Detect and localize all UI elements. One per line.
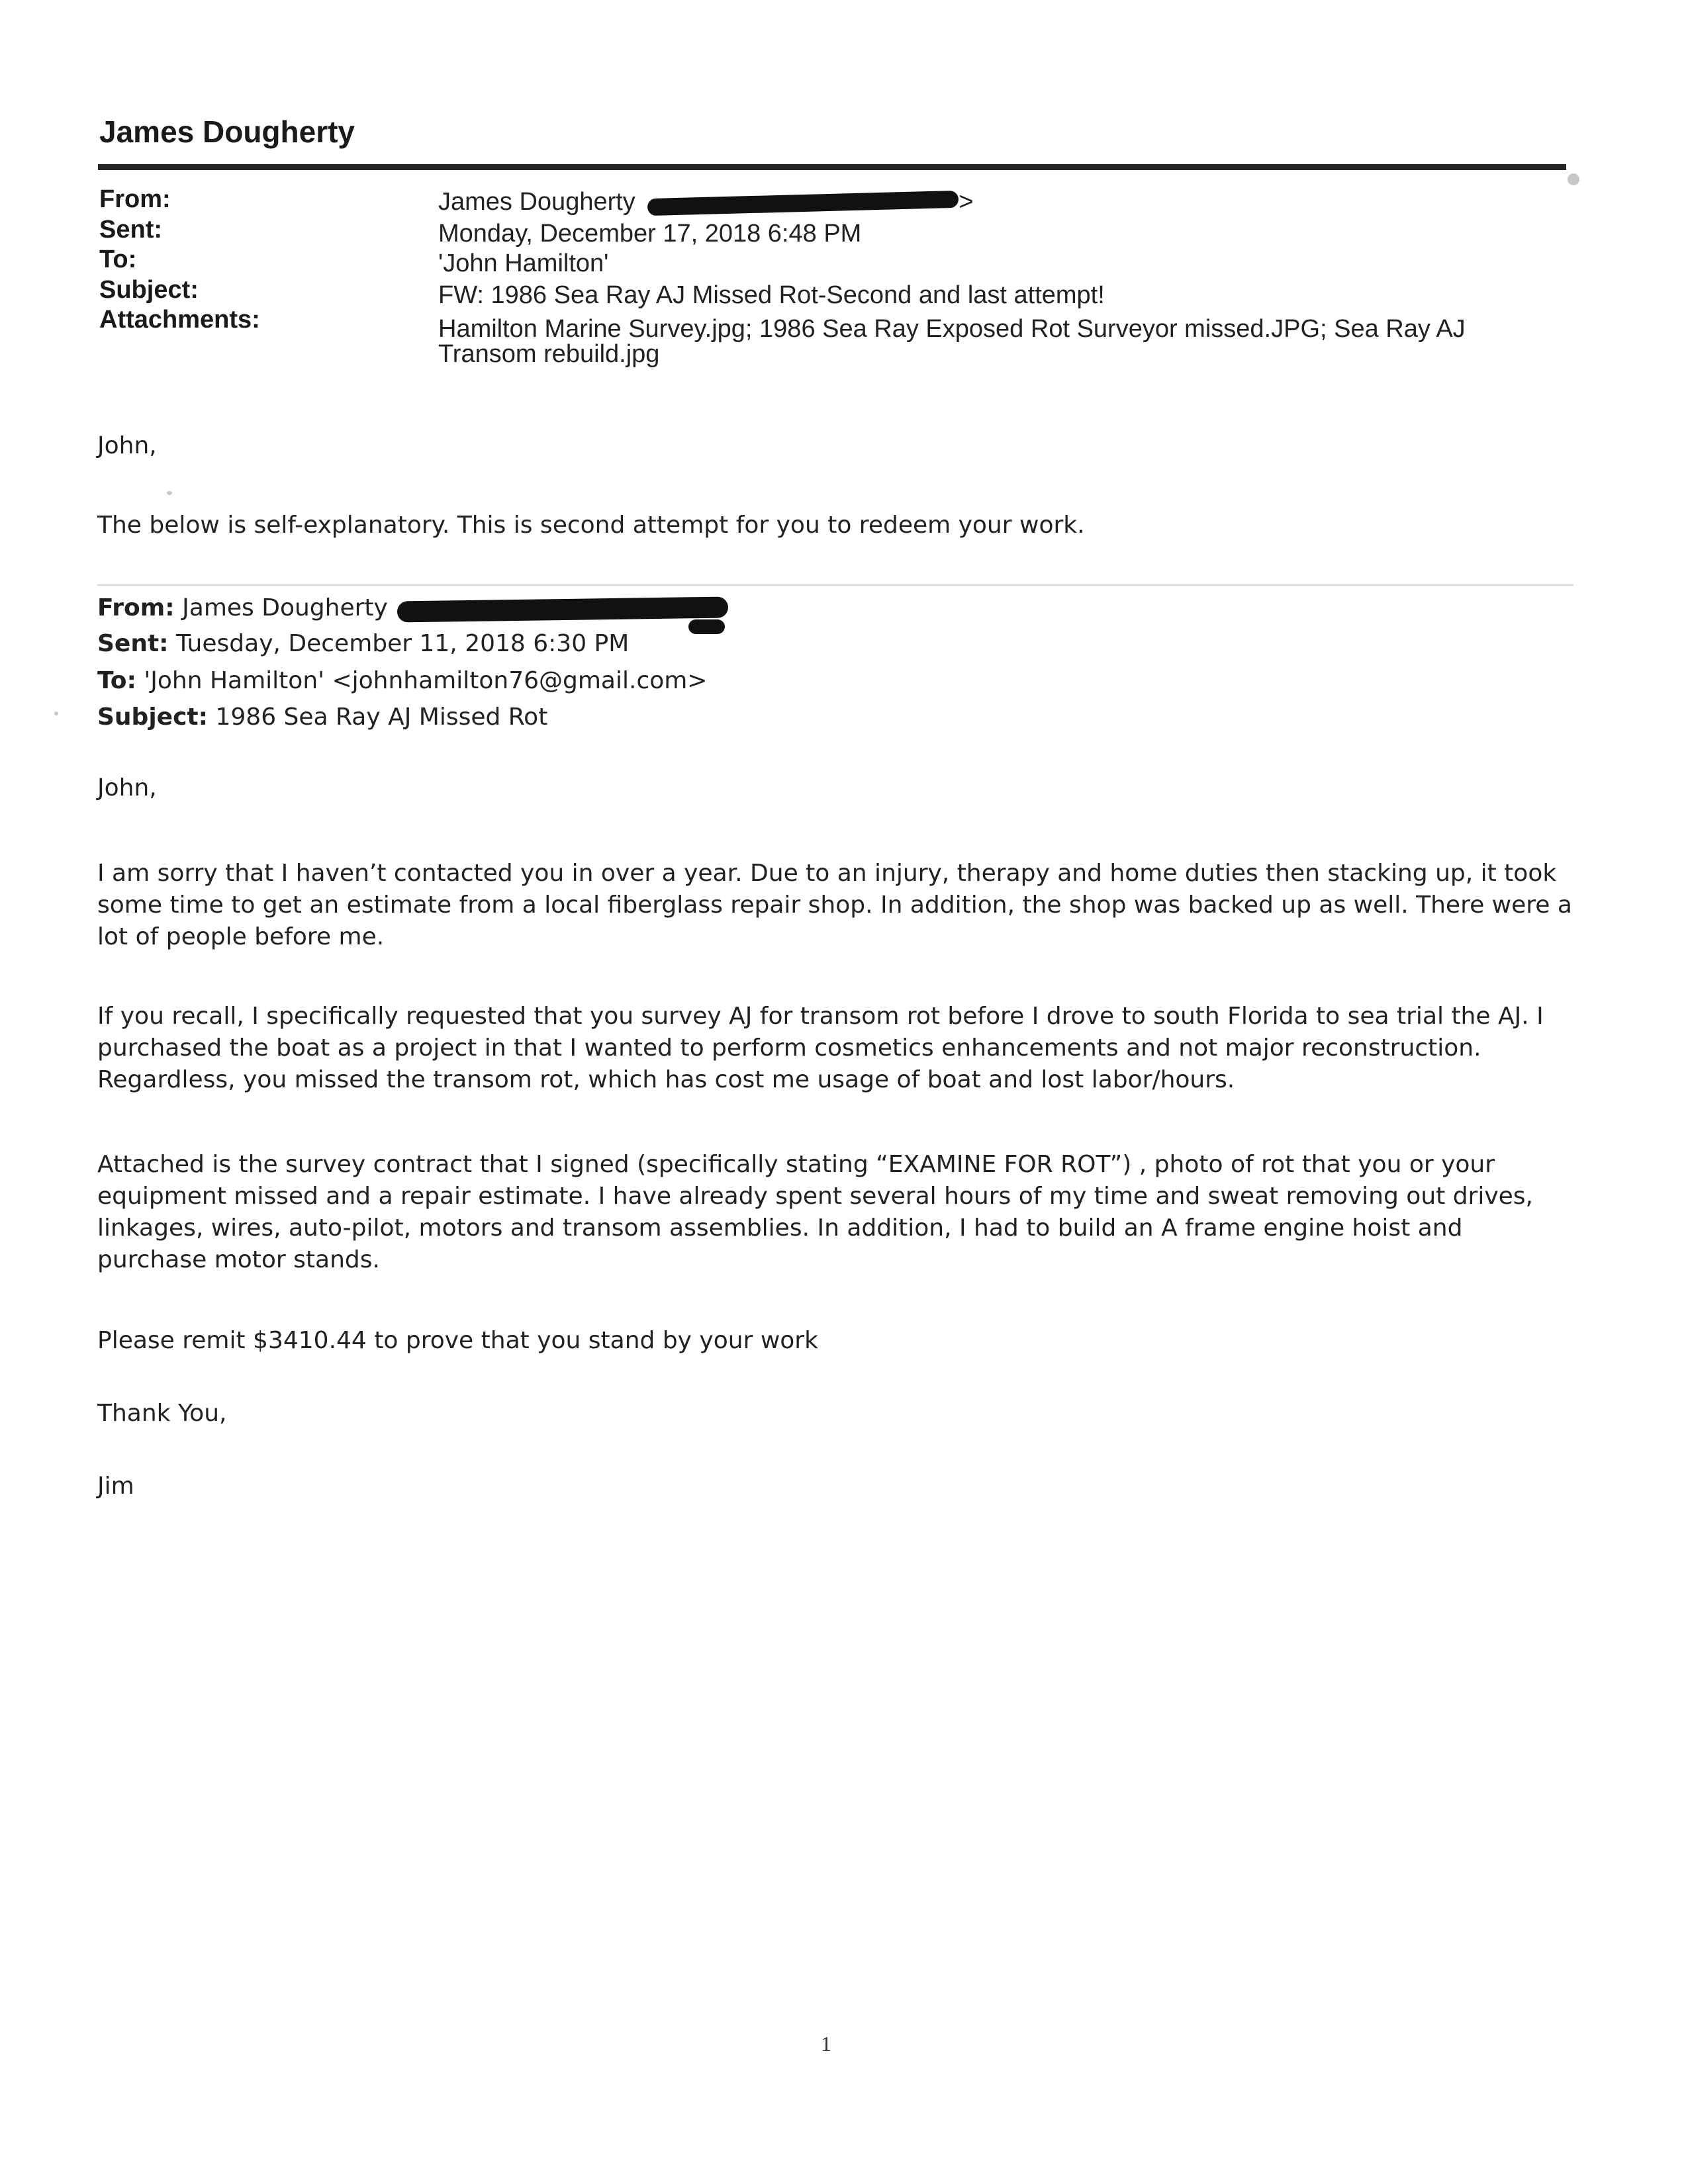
sent-value: Monday, December 17, 2018 6:48 PM (438, 220, 862, 248)
fwd-subject-label: Subject: (97, 704, 209, 731)
fwd-paragraph-1: I am sorry that I haven’t contacted you in over a year. Due to an injury, therapy and home duties then stacking up, it took some time to get an estimate from a local fiberglass repair shop. In addition, the shop was backed up as well. There were a lot of people before me. (97, 860, 1572, 950)
attachments-label: Attachments: (99, 306, 260, 334)
body-greeting: John, (97, 432, 157, 459)
fwd-closing: Thank You, (97, 1400, 227, 1427)
fwd-paragraph-2: If you recall, I specifically requested that you survey AJ for transom rot before I drove to south Florida to sea trial the AJ. I purchased the boat as a project in that I wanted to perform cosmetics enhancements and not major reconstruction. Regardless, you missed the transom rot, which has cost me usage of boat and lost labor/hours. (97, 1003, 1544, 1093)
fwd-paragraph-4: Please remit $3410.44 to prove that you stand by your work (97, 1327, 818, 1354)
fwd-to-value: 'John Hamilton' <johnhamilton76@gmail.com> (144, 667, 708, 694)
fwd-signature: Jim (97, 1473, 134, 1500)
fwd-sent-label: Sent: (97, 630, 169, 657)
from-name: James Dougherty (438, 188, 635, 216)
subject-value: FW: 1986 Sea Ray AJ Missed Rot-Second and last attempt! (438, 281, 1105, 309)
fwd-from-label: From: (97, 594, 175, 621)
to-label: To: (99, 246, 137, 273)
message-header (0, 0, 1688, 397)
body-line: The below is self-explanatory. This is second attempt for you to redeem your work. (97, 512, 1085, 539)
fwd-sent-value: Tuesday, December 11, 2018 6:30 PM (176, 630, 630, 657)
fwd-greeting: John, (97, 774, 157, 801)
subject-label: Subject: (99, 276, 199, 304)
from-label: From: (99, 185, 171, 213)
fwd-paragraph-3: Attached is the survey contract that I signed (specifically stating “EXAMINE FOR ROT”) , photo of rot that you or your equipment missed and a repair estimate. I have already spent several hours of my time and sweat removing out drives, linkages, wires, auto-pilot, motors and transom assemblies. In addition, I had to build an A frame engine hoist and purchase motor stands. (97, 1151, 1533, 1273)
scan-speck (54, 711, 58, 715)
fwd-subject-row (97, 704, 547, 731)
from-value (438, 187, 974, 217)
redacted-email-mark (647, 191, 959, 216)
sent-label: Sent: (99, 216, 162, 244)
fwd-from-value: James Dougherty (182, 594, 388, 621)
from-close-bracket: > (959, 188, 974, 216)
fwd-to-row (97, 667, 708, 694)
forward-separator (97, 584, 1573, 586)
to-value: 'John Hamilton' (438, 250, 609, 277)
document-title: James Dougherty (99, 114, 355, 149)
attachments-line-2: Transom rebuild.jpg (438, 340, 660, 368)
attachments-line-1: Hamilton Marine Survey.jpg; 1986 Sea Ray Exposed Rot Surveyor missed.JPG; Sea Ray AJ (438, 315, 1466, 343)
scan-speck (1568, 173, 1579, 185)
fwd-from-row (97, 594, 388, 621)
fwd-to-label: To: (97, 667, 136, 694)
fwd-sent-row (97, 630, 629, 657)
fwd-redaction-drip (688, 619, 725, 634)
page-number: 1 (821, 2032, 831, 2056)
scan-speck (167, 491, 172, 495)
fwd-redacted-email-mark (397, 597, 728, 623)
fwd-subject-value: 1986 Sea Ray AJ Missed Rot (215, 704, 548, 731)
